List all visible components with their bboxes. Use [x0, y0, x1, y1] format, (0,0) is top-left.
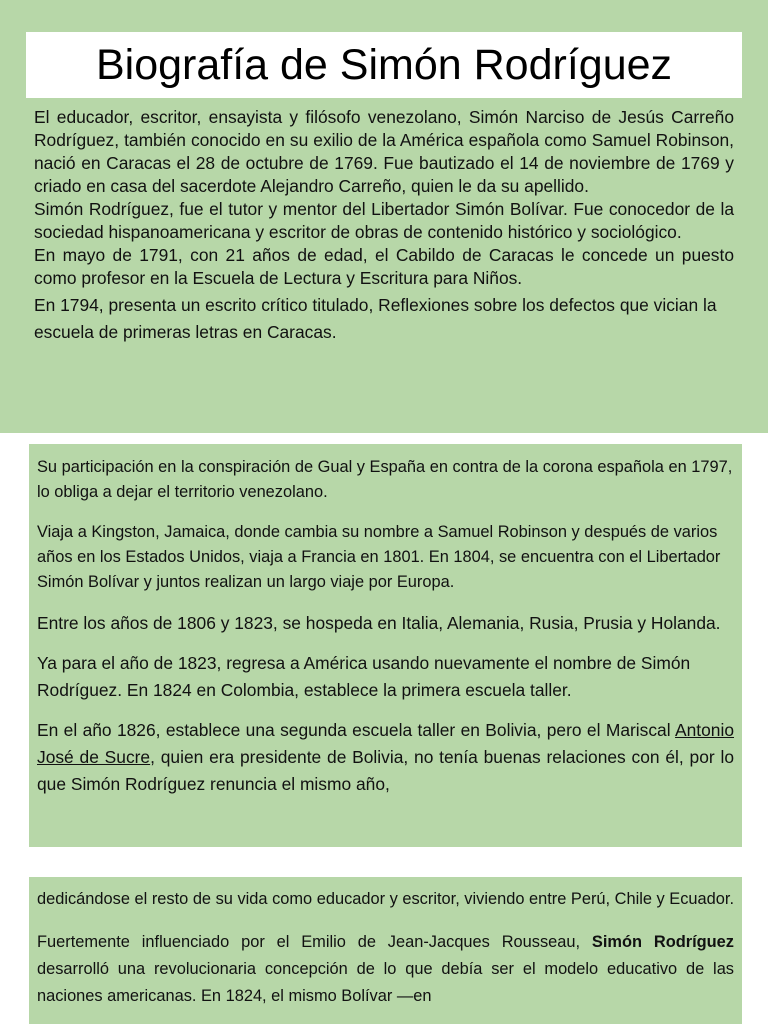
rodriguez-bold-name: Simón Rodríguez	[591, 933, 734, 951]
middle-panel	[29, 444, 742, 847]
intro-section	[34, 106, 734, 346]
later-paragraph-rousseau	[37, 929, 734, 1010]
intro-paragraph-reflexiones: En 1794, presenta un escrito crítico titulado, Reflexiones sobre los defectos que vician la escuela de primeras letras en Caracas.	[34, 295, 717, 342]
intro-paragraph-tutor: Simón Rodríguez, fue el tutor y mentor del Libertador Simón Bolívar. Fue conocedor de la sociedad hispanoamericana y escritor de obras de contenido histórico y sociológico.	[34, 199, 734, 242]
sucre-link[interactable]: Antonio José de Sucre	[37, 720, 734, 767]
page-title: Biografía de Simón Rodríguez	[95, 40, 673, 89]
later-life-section	[37, 886, 734, 1024]
exile-paragraph-return: Ya para el año de 1823, regresa a América usando nuevamente el nombre de Simón Rodríguez. En 1824 en Colombia, establece la primera escuela taller.	[37, 653, 691, 700]
rousseau-text-end: desarrolló una revolucionaria concepción de lo que debía ser el modelo educativo de las naciones americanas. En 1824, el mismo Bolívar —en	[37, 960, 734, 1005]
intro-paragraph-birth: El educador, escritor, ensayista y filósofo venezolano, Simón Narciso de Jesús Carreño Rodríguez, también conocido en su exilio de la América española como Samuel Robinson, nació en Caracas el 28 de octubre de 1769. Fue bautizado el 14 de noviembre de 1769 y criado en casa del sacerdote Alejandro Carreño, quien le da su apellido.	[34, 107, 734, 196]
later-paragraph-educator: dedicándose el resto de su vida como educador y escritor, viviendo entre Perú, Chile y Ecuador.	[37, 890, 734, 908]
title-box	[26, 32, 742, 98]
exile-paragraph-kingston: Viaja a Kingston, Jamaica, donde cambia su nombre a Samuel Robinson y después de varios años en los Estados Unidos, viaja a Francia en 1801. En 1804, se encuentra con el Libertador Simón Bolívar y juntos realizan un largo viaje por Europa.	[37, 523, 721, 591]
exile-paragraph-europe: Entre los años de 1806 y 1823, se hospeda en Italia, Alemania, Rusia, Prusia y Holanda.	[37, 613, 721, 633]
bolivia-text-end: , quien era presidente de Bolivia, no tenía buenas relaciones con él, por lo que Simón Rodríguez renuncia el mismo año,	[37, 747, 735, 794]
intro-paragraph-teacher: En mayo de 1791, con 21 años de edad, el Cabildo de Caracas le concede un puesto como profesor en la Escuela de Lectura y Escritura para Niños.	[34, 245, 734, 288]
bottom-panel	[29, 877, 742, 1024]
exile-paragraph-conspiracy: Su participación en la conspiración de Gual y España en contra de la corona española en 1797, lo obliga a dejar el territorio venezolano.	[37, 458, 733, 501]
exile-paragraph-bolivia	[37, 717, 734, 798]
rousseau-text-start: Fuertemente influenciado por el Emilio de Jean-Jacques Rousseau,	[37, 933, 592, 951]
bolivia-text-start: En el año 1826, establece una segunda escuela taller en Bolivia, pero el Mariscal	[37, 720, 676, 740]
exile-section	[37, 455, 734, 811]
top-panel	[0, 0, 768, 433]
